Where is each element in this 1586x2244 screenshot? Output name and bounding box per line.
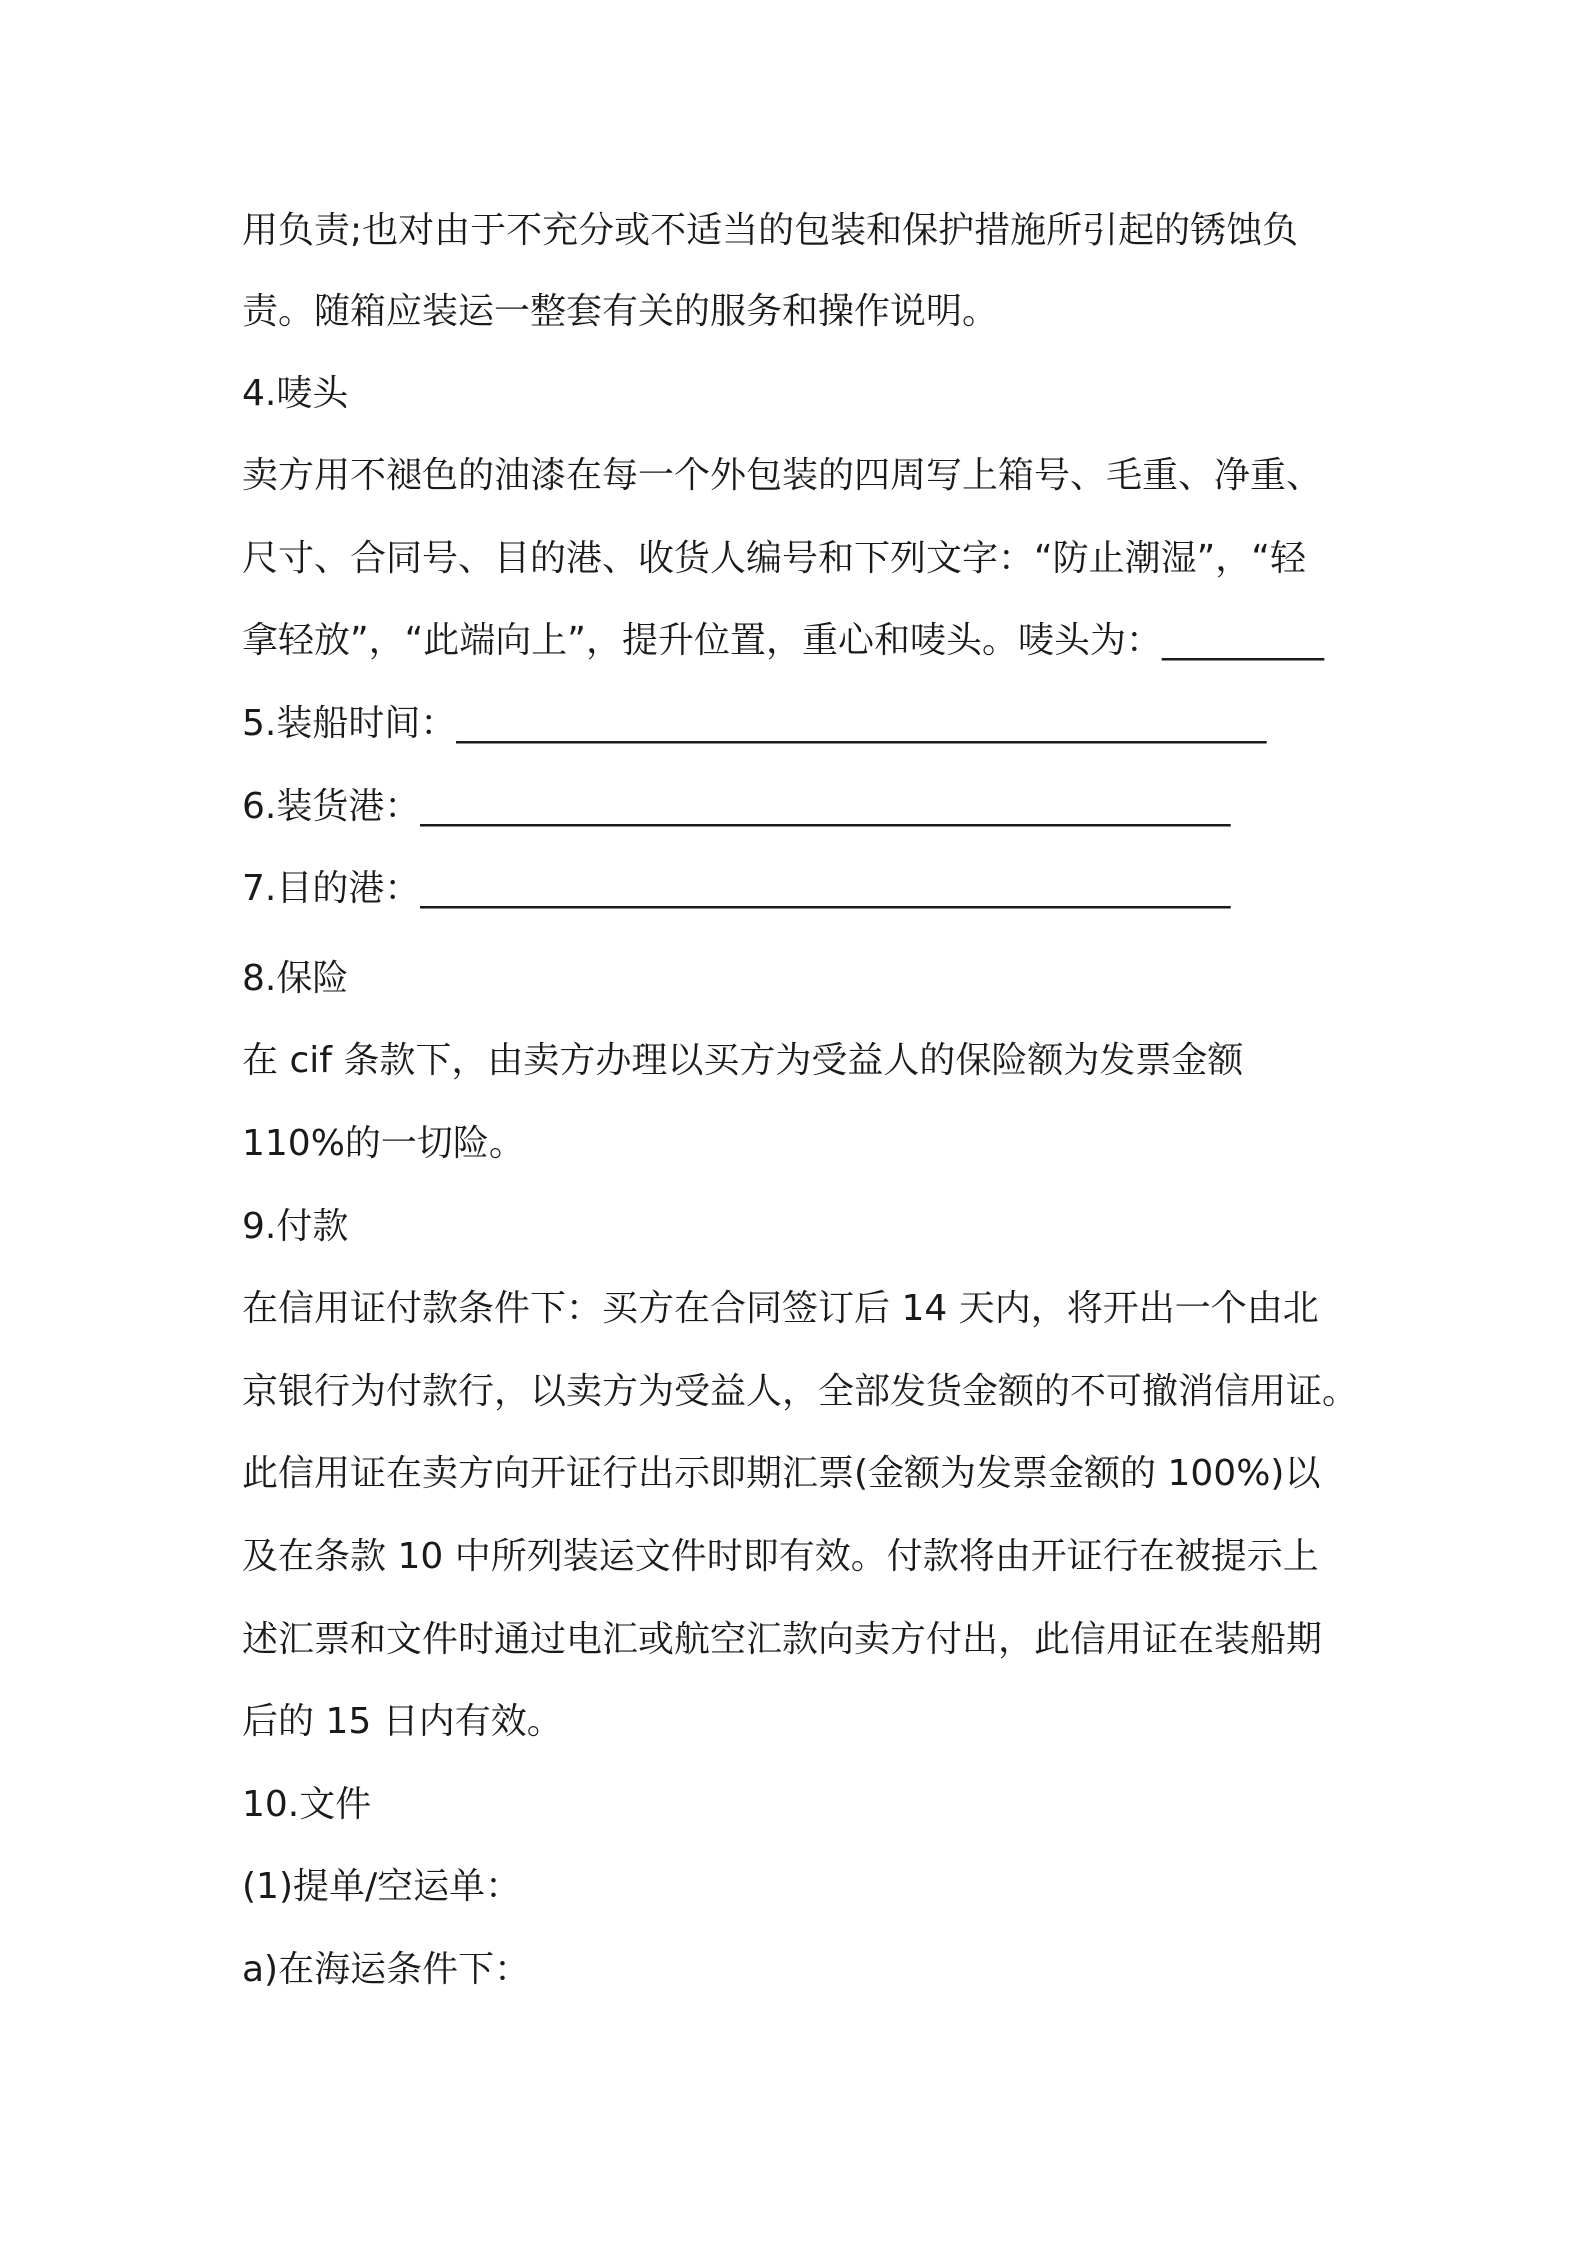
text-line: 在 cif 条款下，由卖方办理以买方为受益人的保险额为发票金额	[242, 1040, 1244, 1081]
subsection-heading: (1)提单/空运单：	[242, 1866, 522, 1907]
section-heading: 9.付款	[242, 1206, 349, 1247]
subsection-heading: a)在海运条件下：	[242, 1949, 531, 1990]
text-line: 述汇票和文件时通过电汇或航空汇款向卖方付出，此信用证在装船期	[242, 1619, 1323, 1660]
text-line: 拿轻放”，“此端向上”，提升位置，重心和唛头。唛头为：_________	[242, 620, 1324, 661]
section-heading: 8.保险	[242, 958, 349, 999]
text-line: 在信用证付款条件下：买方在合同签订后 14 天内，将开出一个由北	[242, 1288, 1319, 1329]
destination-port-field: 7.目的港：_____________________________________________	[242, 868, 1231, 909]
text-line: 此信用证在卖方向开证行出示即期汇票(金额为发票金额的 100%)以	[242, 1453, 1321, 1494]
text-line: 后的 15 日内有效。	[242, 1701, 563, 1742]
text-line: 110%的一切险。	[242, 1123, 525, 1164]
loading-port-field: 6.装货港：_____________________________________________	[242, 786, 1231, 827]
shipment-time-field: 5.装船时间：_____________________________________________	[242, 703, 1267, 744]
text-line: 尺寸、合同号、目的港、收货人编号和下列文字：“防止潮湿”，“轻	[242, 538, 1306, 579]
text-line: 及在条款 10 中所列装运文件时即有效。付款将由开证行在被提示上	[242, 1536, 1319, 1577]
section-heading: 4.唛头	[242, 373, 349, 414]
section-heading: 10.文件	[242, 1784, 372, 1825]
text-line: 京银行为付款行，以卖方为受益人，全部发货金额的不可撤消信用证。	[242, 1371, 1359, 1412]
text-line: 卖方用不褪色的油漆在每一个外包装的四周写上箱号、毛重、净重、	[242, 455, 1323, 496]
text-line: 用负责;也对由于不充分或不适当的包装和保护措施所引起的锈蚀负	[242, 210, 1299, 251]
text-line: 责。随箱应装运一整套有关的服务和操作说明。	[242, 291, 999, 332]
